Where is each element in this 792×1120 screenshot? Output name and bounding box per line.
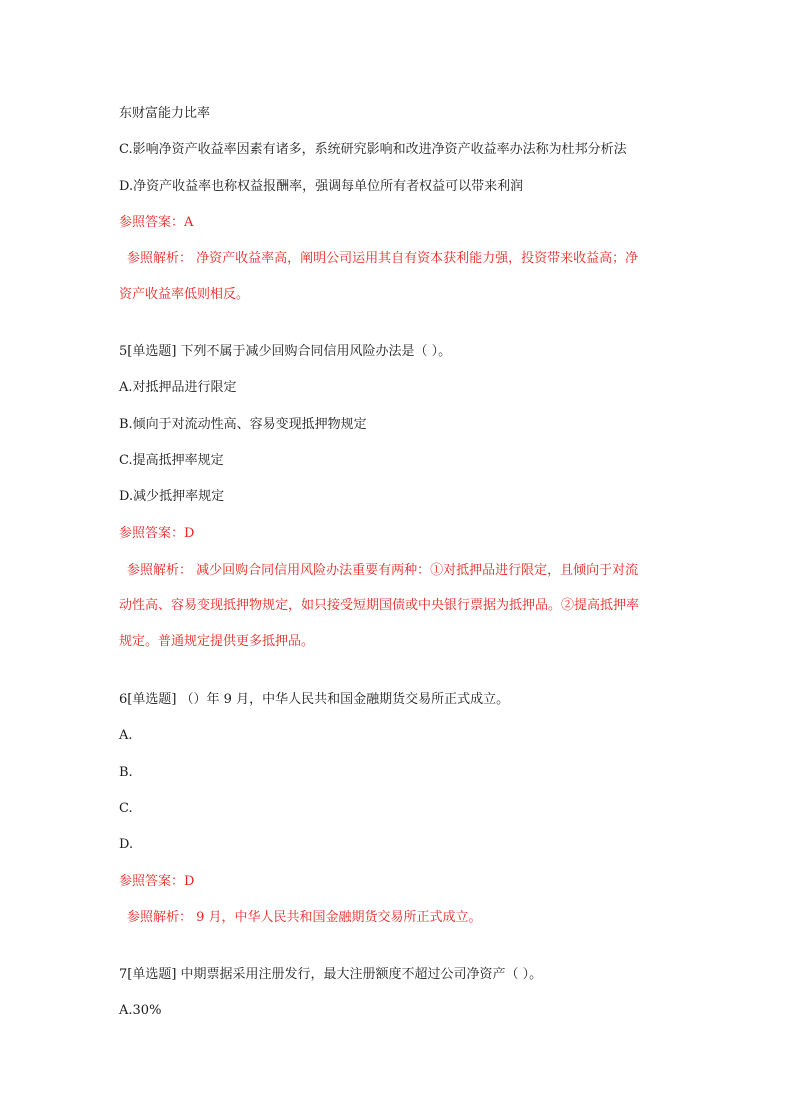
question-7: 7[单选题] 中期票据采用注册发行，最大注册额度不超过公司净资产（ ）。 [119, 967, 543, 982]
reference-explanation-cont: 规定。普通规定提供更多抵押品。 [119, 634, 315, 649]
option-d: D.减少抵押率规定 [119, 489, 225, 504]
reference-explanation: 参照解析： 减少回购合同信用风险办法重要有两种：①对抵押品进行限定，且倾向于对流 [127, 563, 639, 578]
reference-explanation: 参照解析： 净资产收益率高，阐明公司运用其自有资本获利能力强，投资带来收益高；净 [127, 251, 639, 266]
text-line: 东财富能力比率 [119, 106, 211, 121]
option-a: A.对抵押品进行限定 [119, 380, 237, 395]
question-6: 6[单选题] （）年 9 月，中华人民共和国金融期货交易所正式成立。 [119, 692, 510, 707]
option-d: D. [119, 837, 134, 852]
reference-answer: 参照答案：D [119, 874, 195, 889]
option-c: C.提高抵押率规定 [119, 453, 224, 468]
reference-answer: 参照答案：D [119, 526, 195, 541]
reference-explanation-cont: 动性高、容易变现抵押物规定，如只接受短期国债或中央银行票据为抵押品。②提高抵押率 [119, 598, 640, 613]
option-c: C.影响净资产收益率因素有诸多，系统研究影响和改进净资产收益率办法称为杜邦分析法 [119, 142, 627, 157]
option-b: B.倾向于对流动性高、容易变现抵押物规定 [119, 417, 367, 432]
reference-answer: 参照答案：A [119, 215, 194, 230]
reference-explanation: 参照解析： 9 月，中华人民共和国金融期货交易所正式成立。 [127, 910, 482, 925]
option-c: C. [119, 801, 133, 816]
option-a: A.30% [119, 1003, 162, 1018]
option-b: B. [119, 765, 133, 780]
option-d: D.净资产收益率也称权益报酬率，强调每单位所有者权益可以带来利润 [119, 179, 524, 194]
option-a: A. [119, 728, 133, 743]
question-5: 5[单选题] 下列不属于减少回购合同信用风险办法是（ ）。 [119, 344, 452, 359]
reference-explanation-cont: 资产收益率低则相反。 [119, 287, 250, 302]
